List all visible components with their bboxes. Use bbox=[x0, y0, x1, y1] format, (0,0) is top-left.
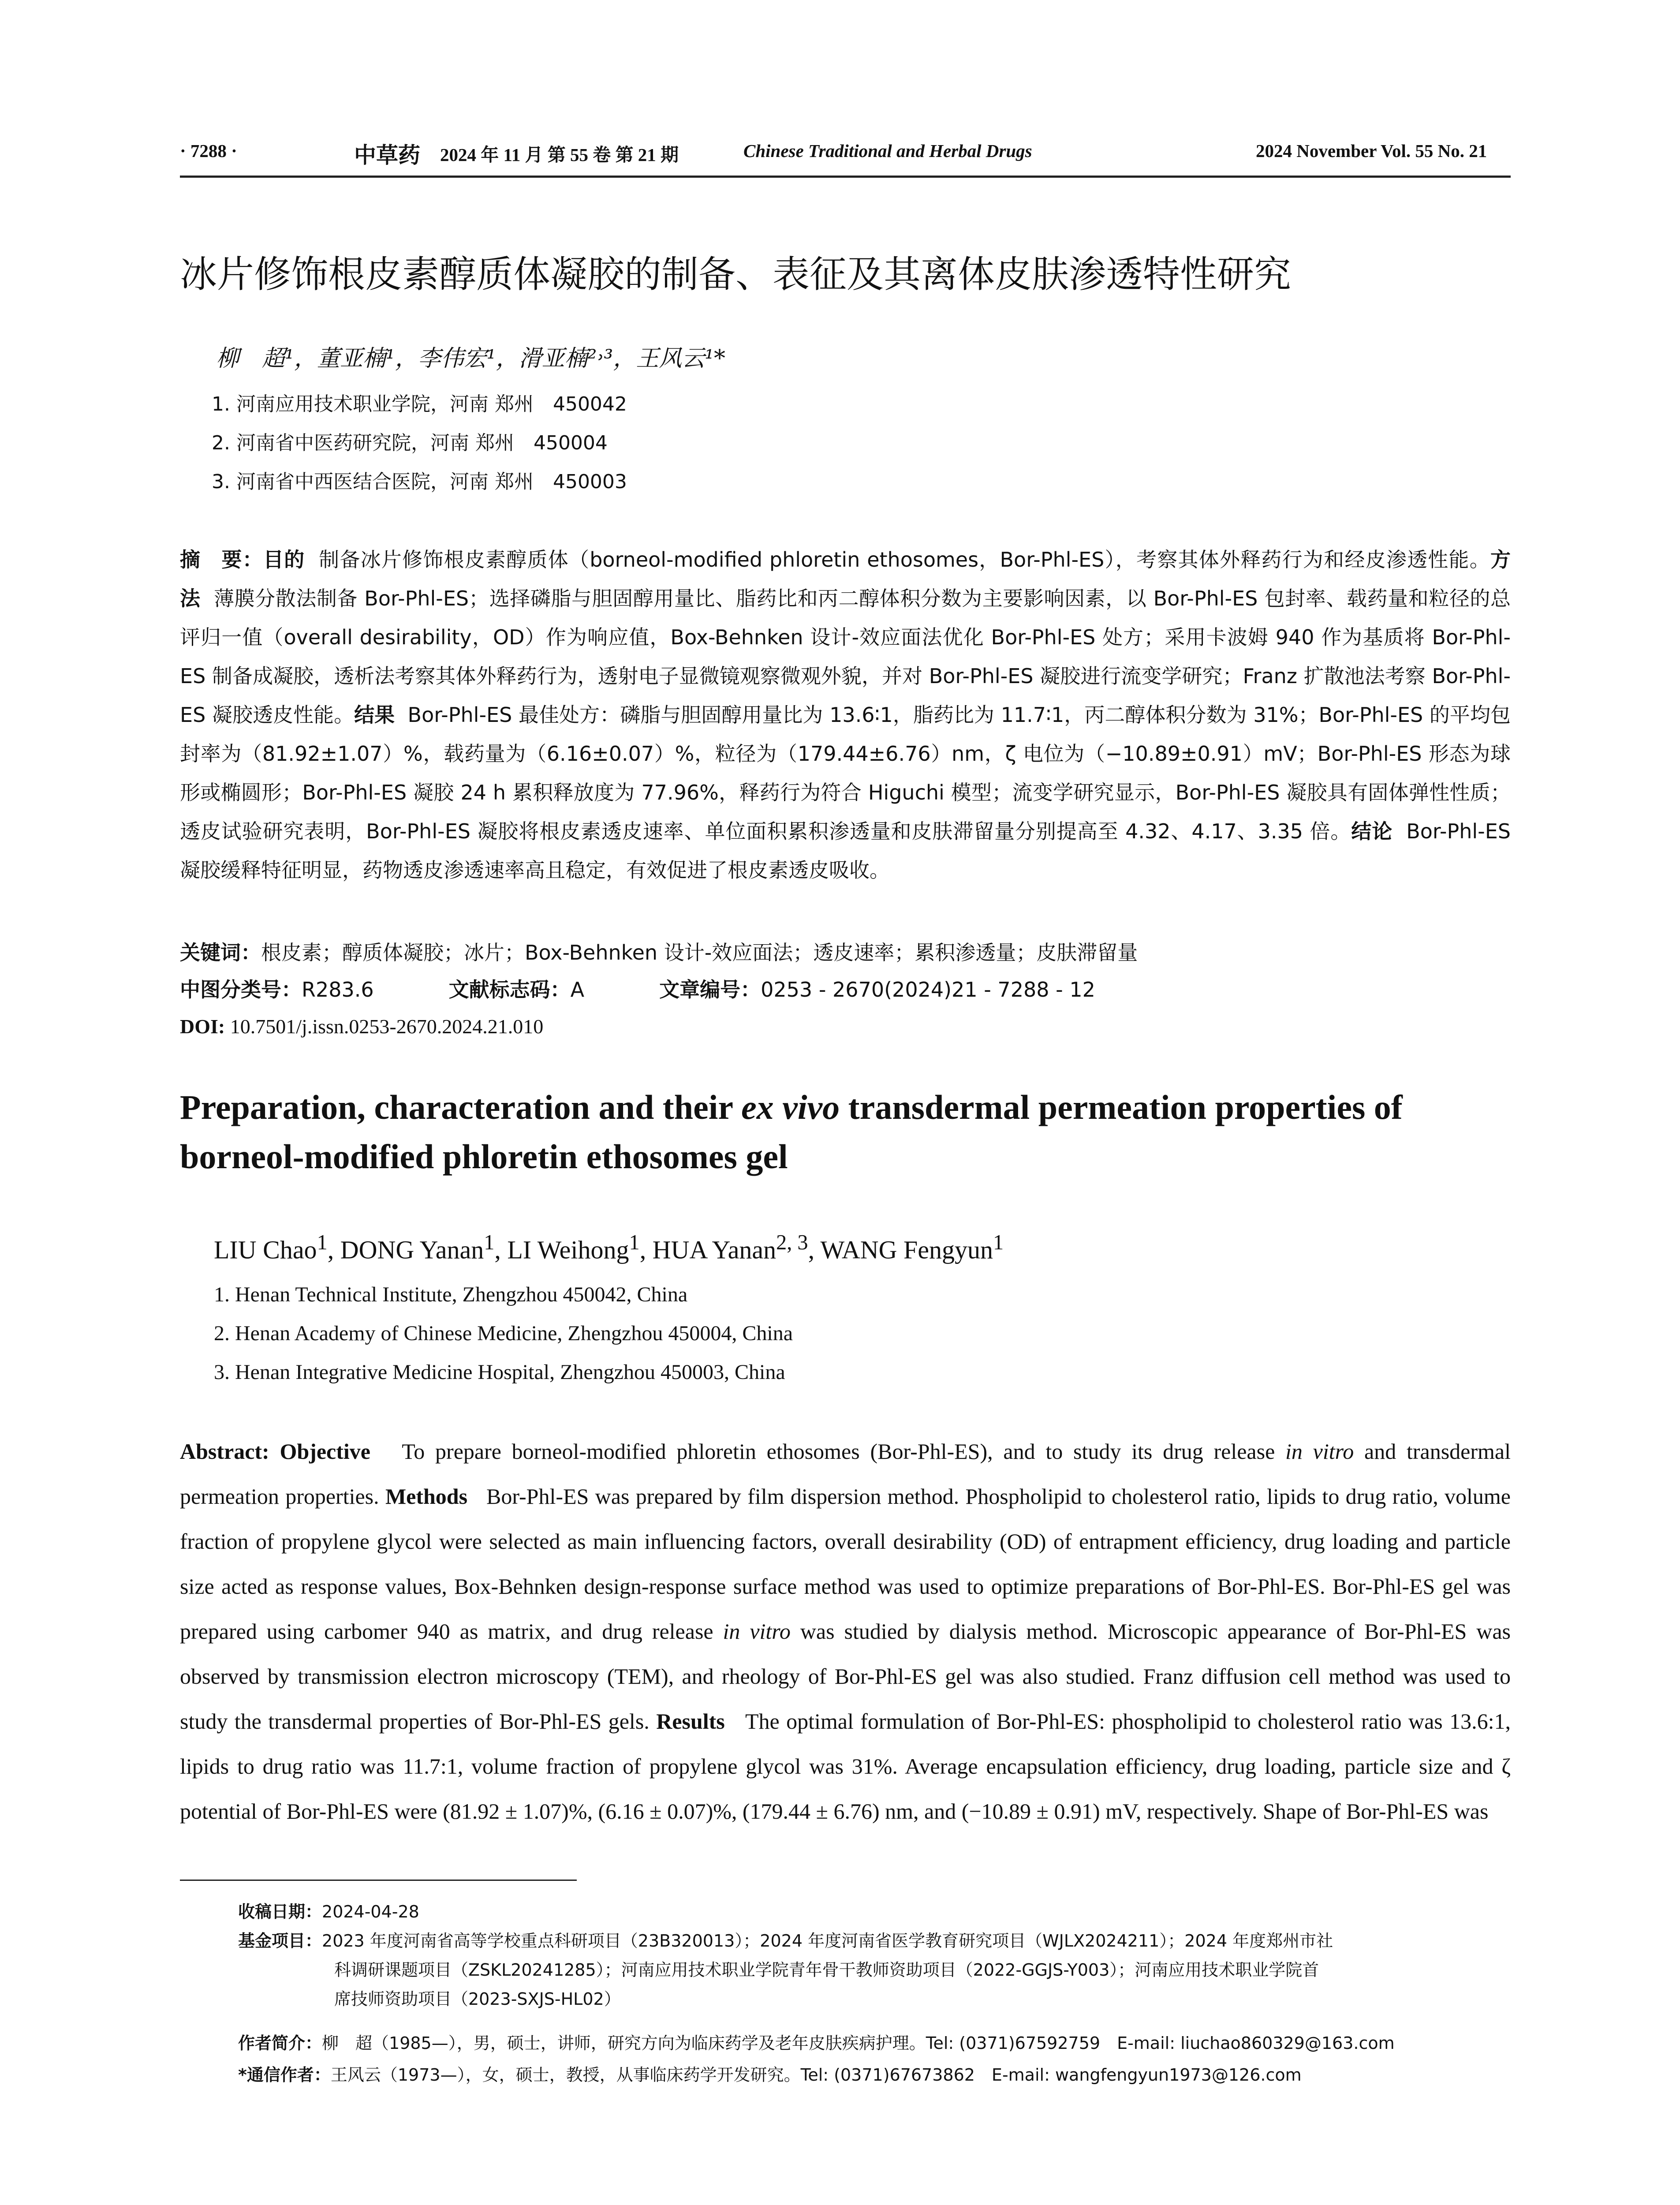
en-abstract-label: Abstract: Objective bbox=[180, 1439, 370, 1464]
cn-affiliation: 2. 河南省中医药研究院，河南 郑州 450004 bbox=[212, 432, 608, 454]
en-methods-text: was studied by dialysis method. Microscopic appearance of Bor-Phl-ES was observed by transmission electron microscopy (TEM), and rheology of Bor-Phl-ES gel was also studied. Franz diffusion cell method was used to study the transdermal properties of Bor-Phl-ES gels. bbox=[180, 1619, 1511, 1734]
author-bio-label: 作者简介： bbox=[238, 2033, 322, 2053]
fund-text: 2023 年度河南省高等学校重点科研项目（23B320013）；2024 年度河南省医学教育研究项目（WJLX2024211）；2024 年度郑州市社 bbox=[322, 1931, 1333, 1951]
en-author: , DONG Yanan bbox=[327, 1235, 484, 1264]
en-affiliation: 3. Henan Integrative Medicine Hospital, Zhengzhou 450003, China bbox=[214, 1360, 785, 1384]
keywords-text: 根皮素；醇质体凝胶；冰片；Box-Behnken 设计-效应面法；透皮速率；累积渗透量；皮肤滞留量 bbox=[261, 941, 1138, 964]
running-header bbox=[180, 140, 1511, 176]
doi-value: 10.7501/j.issn.0253-2670.2024.21.010 bbox=[230, 1015, 544, 1038]
corresponding-text: 王风云（1973—），女，硕士，教授，从事临床药学开发研究。Tel: (0371)67673862 E-mail: wangfengyun1973@126.com bbox=[330, 2065, 1302, 2085]
en-title bbox=[180, 1083, 1511, 1181]
article-no-value: 0253 - 2670(2024)21 - 7288 - 12 bbox=[761, 978, 1095, 1002]
cn-abstract bbox=[180, 540, 1511, 889]
page-number: · 7288 · bbox=[180, 141, 237, 161]
cn-conclusion-text: Bor-Phl-ES 凝胶缓释特征明显，药物透皮渗透速率高且稳定，有效促进了根皮素透皮吸收。 bbox=[180, 819, 1511, 882]
cn-results-label: 结果 bbox=[354, 703, 395, 727]
cn-conclusion-label: 结论 bbox=[1351, 819, 1393, 843]
journal-name-en: Chinese Traditional and Herbal Drugs bbox=[743, 141, 1032, 161]
footnote-rule bbox=[180, 1880, 577, 1881]
classification-line bbox=[180, 971, 1511, 1008]
cn-affiliation: 3. 河南省中西医结合医院，河南 郑州 450003 bbox=[212, 471, 627, 493]
author-bio-text: 柳 超（1985—），男，硕士，讲师，研究方向为临床药学及老年皮肤疾病护理。Tel: (0371)67592759 E-mail: liuchao860329@163.com bbox=[322, 2033, 1395, 2053]
fund-text: 科调研课题项目（ZSKL20241285）；河南应用技术职业学院青年骨干教师资助项目（2022-GGJS-Y003）；河南应用技术职业学院首 bbox=[334, 1960, 1319, 1980]
en-objective-italic: in vitro bbox=[1285, 1439, 1354, 1464]
fund-text: 席技师资助项目（2023-SXJS-HL02） bbox=[334, 1989, 621, 2009]
cn-affiliation: 1. 河南应用技术职业学院，河南 郑州 450042 bbox=[212, 393, 627, 415]
en-author-affil-mark: 1 bbox=[629, 1231, 640, 1254]
en-abstract bbox=[180, 1429, 1511, 1834]
journal-name-cn: 中草药 bbox=[354, 142, 420, 168]
en-results-text: The optimal formulation of Bor-Phl-ES: phospholipid to cholesterol ratio was 13.6:1, lipids to drug ratio was 11.7:1, volume fraction of propylene glycol was 31%. Average encapsulation efficiency, drug loading, particle size and ζ potential of Bor-Phl-ES were (81.92 ± 1.07)%, (6.16 ± 0.07)%, (179.44 ± 6.76) nm, and (−10.89 ± 0.91) mV, respectively. Shape of Bor-Phl-ES was bbox=[180, 1709, 1511, 1824]
en-title-italic: ex vivo bbox=[741, 1088, 840, 1126]
en-objective-text: and transdermal permeation properties. bbox=[180, 1439, 1511, 1509]
en-methods-label: Methods bbox=[385, 1484, 468, 1509]
cn-objective-label: 目的 bbox=[263, 548, 305, 572]
cn-keywords bbox=[180, 934, 1511, 971]
footnote-author-bio bbox=[238, 2029, 1511, 2058]
issue-info-en: 2024 November Vol. 55 No. 21 bbox=[1256, 141, 1487, 161]
cn-authors: 柳 超¹，董亚楠¹，李伟宏¹，滑亚楠²˒³，王风云¹* bbox=[216, 345, 726, 372]
cn-methods-label: 方法 bbox=[180, 548, 1511, 610]
en-results-label: Results bbox=[656, 1709, 725, 1734]
cn-abstract-label: 摘 要： bbox=[180, 548, 263, 572]
en-author-affil-mark: 2, 3 bbox=[776, 1231, 808, 1254]
en-author-affil-mark: 1 bbox=[484, 1231, 495, 1254]
cn-title: 冰片修饰根皮素醇质体凝胶的制备、表征及其离体皮肤渗透特性研究 bbox=[180, 253, 1292, 296]
en-title-part: Preparation, characteration and their bbox=[180, 1088, 742, 1126]
en-author-affil-mark: 1 bbox=[317, 1231, 328, 1254]
article-no-label: 文章编号： bbox=[659, 978, 761, 1002]
en-title-part: transdermal permeation properties of borneol-modified phloretin ethosomes gel bbox=[180, 1088, 1403, 1176]
doc-code-label: 文献标志码： bbox=[448, 978, 571, 1002]
en-objective-text: To prepare borneol-modified phloretin ethosomes (Bor-Phl-ES), and to study its drug release bbox=[402, 1439, 1286, 1464]
en-author-affil-mark: 1 bbox=[993, 1231, 1004, 1254]
en-authors bbox=[214, 1230, 1004, 1264]
clc-value: R283.6 bbox=[302, 978, 374, 1002]
clc-label: 中图分类号： bbox=[180, 978, 302, 1002]
en-author: , WANG Fengyun bbox=[808, 1235, 993, 1264]
doi-line bbox=[180, 1008, 1511, 1045]
en-author: LIU Chao bbox=[214, 1235, 317, 1264]
en-affiliation: 2. Henan Academy of Chinese Medicine, Zhengzhou 450004, China bbox=[214, 1322, 793, 1345]
en-methods-text: Bor-Phl-ES was prepared by film dispersion method. Phospholipid to cholesterol ratio, lipids to drug ratio, volume fraction of propylene glycol were selected as main influencing factors, overall desirability (OD) of entrapment efficiency, drug loading and particle size acted as response values, Box-Behnken design-response surface method was used to optimize preparations of Bor-Phl-ES. Bor-Phl-ES gel was prepared using carbomer 940 as matrix, and drug release bbox=[180, 1484, 1511, 1644]
doc-code-value: A bbox=[570, 978, 585, 1002]
doi-label: DOI: bbox=[180, 1015, 225, 1038]
footnote-received bbox=[238, 1897, 1511, 1926]
en-author: , LI Weihong bbox=[494, 1235, 629, 1264]
en-author: , HUA Yanan bbox=[639, 1235, 777, 1264]
cn-objective-text: 制备冰片修饰根皮素醇质体（borneol-modified phloretin ethosomes，Bor-Phl-ES），考察其体外释药行为和经皮渗透性能。 bbox=[319, 548, 1491, 572]
en-affiliation: 1. Henan Technical Institute, Zhengzhou 450042, China bbox=[214, 1283, 688, 1306]
cn-methods-text: 薄膜分散法制备 Bor-Phl-ES；选择磷脂与胆固醇用量比、脂药比和丙二醇体积分数为主要影响因素，以 Bor-Phl-ES 包封率、载药量和粒径的总评归一值（overall desirability，OD）作为响应值，Box-Behnken 设计-效应面法优化 Bor-Phl-ES 处方；采用卡波姆 940 作为基质将 Bor-Phl-ES 制备成凝胶，透析法考察其体外释药行为，透射电子显微镜观察微观外貌，并对 Bor-Phl-ES 凝胶进行流变学研究；Franz 扩散池法考察 Bor-Phl-ES 凝胶透皮性能。 bbox=[180, 587, 1511, 727]
footnote-corresponding bbox=[238, 2060, 1511, 2089]
fund-label: 基金项目： bbox=[238, 1931, 322, 1951]
corresponding-label: *通信作者： bbox=[238, 2065, 331, 2085]
en-methods-italic: in vitro bbox=[723, 1619, 791, 1644]
keywords-label: 关键词： bbox=[180, 941, 261, 964]
received-label: 收稿日期： bbox=[238, 1902, 322, 1921]
cn-results-text: Bor-Phl-ES 最佳处方：磷脂与胆固醇用量比为 13.6∶1，脂药比为 11.7∶1，丙二醇体积分数为 31%；Bor-Phl-ES 的平均包封率为（81.92±1.07）%，载药量为（6.16±0.07）%，粒径为（179.44±6.76）nm，ζ 电位为（−10.89±0.91）mV；Bor-Phl-ES 形态为球形或椭圆形；Bor-Phl-ES 凝胶 24 h 累积释放度为 77.96%，释药行为符合 Higuchi 模型；流变学研究显示，Bor-Phl-ES 凝胶具有固体弹性性质；透皮试验研究表明，Bor-Phl-ES 凝胶将根皮素透皮速率、单位面积累积渗透量和皮肤滞留量分别提高至 4.32、4.17、3.35 倍。 bbox=[180, 703, 1511, 843]
header-rule bbox=[180, 176, 1511, 178]
footnote-fund bbox=[238, 1926, 1511, 2014]
received-date: 2024-04-28 bbox=[322, 1902, 419, 1921]
issue-info-cn: 2024 年 11 月 第 55 卷 第 21 期 bbox=[440, 145, 679, 165]
